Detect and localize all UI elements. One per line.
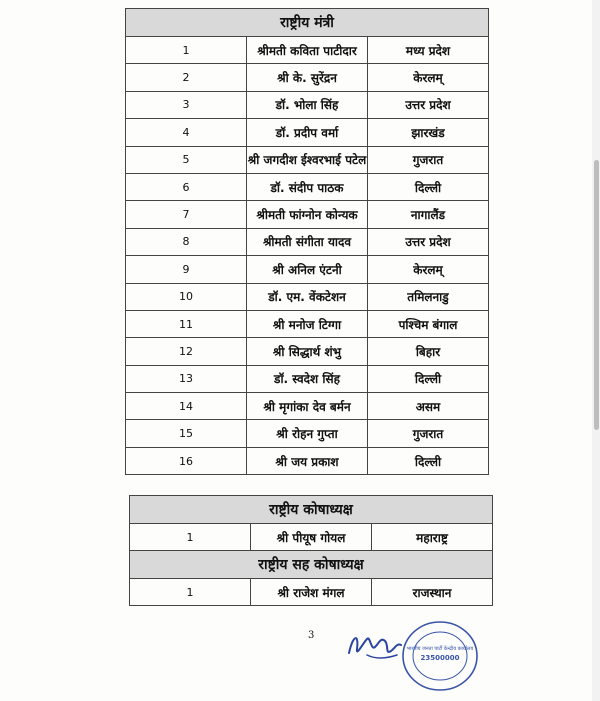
member-name: श्री रोहन गुप्ता — [247, 420, 368, 447]
row-number: 1 — [130, 524, 251, 551]
member-state: गुजरात — [368, 146, 489, 173]
row-number: 8 — [126, 228, 247, 255]
member-name: डॉ. स्वदेश सिंह — [247, 365, 368, 392]
signature-icon — [345, 625, 405, 665]
member-name: डॉ. प्रदीप वर्मा — [247, 119, 368, 146]
member-name: श्रीमती संगीता यादव — [247, 228, 368, 255]
member-name: श्री पीयूष गोयल — [251, 524, 372, 551]
row-number: 4 — [126, 119, 247, 146]
table-row — [126, 201, 489, 228]
table-row — [126, 310, 489, 337]
table-row — [130, 579, 493, 606]
row-number: 12 — [126, 338, 247, 365]
member-name: डॉ. संदीप पाठक — [247, 173, 368, 200]
member-state: केरलम् — [368, 64, 489, 91]
member-state: उत्तर प्रदेश — [368, 91, 489, 118]
member-name: श्रीमती फांग्नोन कोन्यक — [247, 201, 368, 228]
member-state: झारखंड — [368, 119, 489, 146]
table-row — [126, 338, 489, 365]
member-state: मध्य प्रदेश — [368, 37, 489, 64]
row-number: 5 — [126, 146, 247, 173]
member-name: डॉ. एम. वेंकटेशन — [247, 283, 368, 310]
row-number: 3 — [126, 91, 247, 118]
member-state: केरलम् — [368, 256, 489, 283]
table-row — [130, 524, 493, 551]
table-row — [126, 283, 489, 310]
table-row — [126, 146, 489, 173]
table-row — [126, 393, 489, 420]
row-number: 14 — [126, 393, 247, 420]
member-state: दिल्ली — [368, 173, 489, 200]
row-number: 2 — [126, 64, 247, 91]
member-name: श्री मृगांका देव बर्मन — [247, 393, 368, 420]
national-secretaries-table — [125, 8, 489, 475]
scrollbar-thumb[interactable] — [594, 160, 599, 430]
member-name: श्री जय प्रकाश — [247, 447, 368, 474]
row-number: 9 — [126, 256, 247, 283]
svg-text:23500000: 23500000 — [420, 654, 460, 662]
row-number: 6 — [126, 173, 247, 200]
table-row — [126, 256, 489, 283]
member-state: उत्तर प्रदेश — [368, 228, 489, 255]
table-row — [126, 365, 489, 392]
member-state: बिहार — [368, 338, 489, 365]
table-row — [126, 37, 489, 64]
national-co-treasurer-heading: राष्ट्रीय सह कोषाध्यक्ष — [130, 551, 493, 579]
member-state: महाराष्ट्र — [372, 524, 493, 551]
table-row — [126, 91, 489, 118]
table-row — [126, 64, 489, 91]
svg-text:भारतीय जनता पार्टी केन्द्रीय क: भारतीय जनता पार्टी केन्द्रीय कार्यालय — [406, 646, 474, 652]
member-state: गुजरात — [368, 420, 489, 447]
party-stamp-icon — [400, 618, 480, 693]
row-number: 11 — [126, 310, 247, 337]
table-row — [126, 119, 489, 146]
member-state: राजस्थान — [372, 579, 493, 606]
member-name: श्रीमती कविता पाटीदार — [247, 37, 368, 64]
row-number: 1 — [126, 37, 247, 64]
treasurer-table — [129, 495, 493, 606]
national-treasurer-heading: राष्ट्रीय कोषाध्यक्ष — [130, 496, 493, 524]
member-name: श्री सिद्धार्थ शंभु — [247, 338, 368, 365]
national-secretaries-body — [126, 37, 489, 475]
row-number: 16 — [126, 447, 247, 474]
member-state: तमिलनाडु — [368, 283, 489, 310]
table-row — [126, 447, 489, 474]
member-name: डॉ. भोला सिंह — [247, 91, 368, 118]
scrollbar[interactable] — [592, 0, 600, 701]
member-state: असम — [368, 393, 489, 420]
row-number: 1 — [130, 579, 251, 606]
member-name: श्री अनिल एंटनी — [247, 256, 368, 283]
page-number: 3 — [308, 630, 315, 641]
row-number: 15 — [126, 420, 247, 447]
table-row — [126, 228, 489, 255]
row-number: 13 — [126, 365, 247, 392]
member-name: श्री राजेश मंगल — [251, 579, 372, 606]
member-name: श्री जगदीश ईश्वरभाई पटेल — [247, 146, 368, 173]
member-name: श्री के. सुरेंद्रन — [247, 64, 368, 91]
table-row — [126, 420, 489, 447]
row-number: 10 — [126, 283, 247, 310]
member-state: दिल्ली — [368, 447, 489, 474]
member-state: नागालैंड — [368, 201, 489, 228]
member-name: श्री मनोज टिग्गा — [247, 310, 368, 337]
member-state: दिल्ली — [368, 365, 489, 392]
row-number: 7 — [126, 201, 247, 228]
member-state: पश्चिम बंगाल — [368, 310, 489, 337]
national-secretaries-heading: राष्ट्रीय मंत्री — [126, 9, 489, 37]
table-row — [126, 173, 489, 200]
